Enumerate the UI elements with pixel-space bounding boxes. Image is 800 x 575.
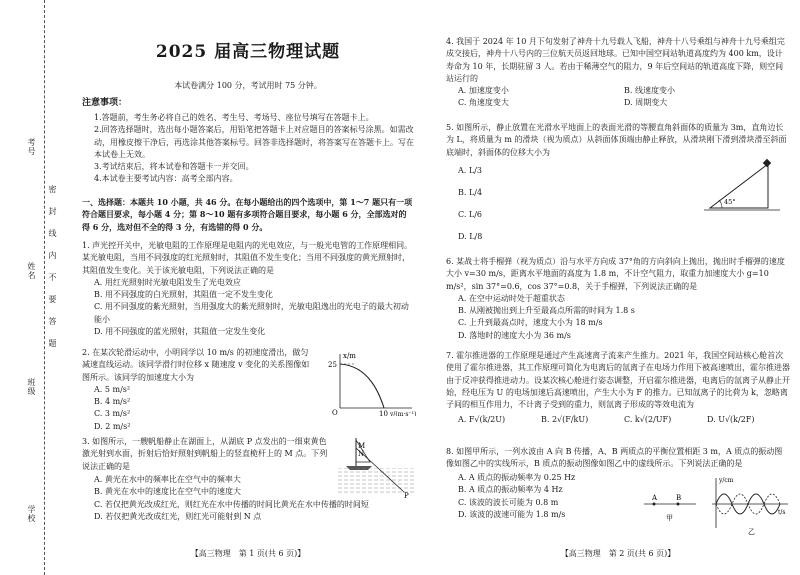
question-3: [82, 436, 332, 473]
figure-yi: 乙: [748, 528, 755, 536]
graph-xtick: 10: [379, 410, 388, 416]
option: B. L/4: [458, 188, 483, 197]
question-stem: 5. 如图所示，静止放置在光滑水平地面上的表面光滑的等腰直角斜面体的质量为 3m，直角边长为 L，将质量为 m 的滑块（视为质点）从斜面体顶端由静止释放，从滑块刚下滑到滑块滑至斜面底端时，斜面体的位移大小为: [446, 123, 787, 157]
notice-item: 3.考试结束后，将本试卷和答题卡一并交回。: [94, 162, 254, 172]
question-stem: 8. 如图甲所示，一列水波由 A 向 B 传播，A、B 两质点的平衡位置相距 3 m，A 质点的振动图像如图乙中的实线所示，B 质点的振动图像如图乙中的虚线所示。下列说法正确的是: [446, 447, 783, 469]
graph-origin: O: [332, 409, 338, 416]
exam-info: 本试卷满分 100 分，考试用时 75 分钟。: [174, 81, 322, 90]
options-row: [446, 414, 790, 426]
graph-xlabel: v/(m·s⁻¹): [390, 411, 416, 416]
sailboat-figure: [338, 434, 416, 498]
option: B. 黄光在水中的速度比在空气中的速度大: [94, 487, 241, 497]
option: C. 该波的波长可能为 0.8 m: [458, 497, 559, 507]
incline-figure: [704, 158, 780, 214]
exam-no-label: 考号: [27, 138, 36, 156]
option: C. 3 m/s²: [94, 409, 131, 419]
point-m: M: [358, 442, 366, 450]
option: D. U√(k/2F): [707, 415, 755, 425]
option: A. 黄光在水中的频率比在空气中的频率大: [94, 475, 241, 484]
notice-heading: 注意事项：: [82, 98, 128, 108]
option: C. k√(2/UF): [624, 415, 672, 425]
option: D. 该波的波速可能为 1.8 m/s: [458, 509, 566, 519]
question-1: [82, 240, 414, 338]
wave-figures: [640, 474, 790, 536]
exam-title: 2025 届高三物理试题: [155, 42, 341, 62]
question-6: [446, 256, 790, 342]
school-label: 学校: [27, 505, 36, 523]
option: A. 在空中运动时处于超重状态: [458, 293, 565, 303]
option: B. 从刚被抛出到上升至最高点所需的时间为 1.8 s: [458, 306, 635, 316]
option: D. 落地时的速度大小为 36 m/s: [458, 330, 571, 340]
notice-item: 2.回答选择题时，选出每小题答案后，用铅笔把答题卡上对应题目的答案标号涂黑。如需改动，用橡皮擦干净后，再选涂其他答案标号。回答非选择题时，将答案写在答题卡上。写在本试卷上无效。: [94, 125, 414, 159]
question-5-options: [446, 160, 566, 248]
point-p: P: [404, 492, 409, 498]
figure-jia: 甲: [666, 514, 673, 522]
option: A. L/3: [458, 166, 482, 175]
option: A. A 质点的振动频率为 0.25 Hz: [458, 473, 576, 482]
option: B. A 质点的振动频率为 4 Hz: [458, 485, 563, 495]
options-grid: [446, 85, 790, 110]
option: C. 用不同强度的紫光照射，当用强度大的紫光照射时，光敏电阻逸出的光电子的最大初动能小: [94, 302, 409, 324]
option: A. 5 m/s²: [94, 384, 131, 394]
option: D. 用不同强度的蓝光照射，其阻值一定发生变化: [94, 327, 266, 337]
angle-label: 45°: [724, 198, 736, 206]
page-footer: 【高三物理 第 2 页(共 6 页)】: [560, 549, 676, 558]
option: B. 线速度变小: [624, 86, 675, 96]
question-4: [446, 36, 790, 110]
option: A. F√(k/2U): [458, 415, 506, 425]
option: C. 若仅把黄光改成红光，则红光在水中传播的时间比黄光在水中传播的时间短: [94, 499, 369, 509]
option: D. 周期变大: [624, 98, 668, 108]
option: C. 角速度变大: [458, 98, 509, 108]
notices: [82, 112, 414, 186]
graph-ylabel: y/cm: [719, 477, 734, 484]
option: B. 用不同强度的白光照射，其阻值一定不发生变化: [94, 290, 273, 300]
question-8: [446, 446, 790, 471]
binding-margin: [0, 0, 60, 575]
option: C. L/6: [458, 210, 483, 219]
point-n: N: [358, 450, 365, 458]
question-2: [82, 347, 314, 433]
option: B. 2√(F/kU): [541, 415, 589, 425]
name-label: 姓名: [27, 262, 36, 280]
option: A. 加速度变小: [458, 86, 509, 96]
question-stem: 3. 如图所示，一艘帆船静止在湖面上，从湖底 P 点发出的一细束黄色激光射到水面，折射后恰好照射到帆船上的竖直桅杆上的 M 点。下列说法正确的是: [82, 437, 328, 471]
page-footer: 【高三物理 第 1 页(共 6 页)】: [190, 549, 306, 558]
graph-xlabel: t/s: [778, 509, 786, 516]
question-stem: 4. 我国于 2024 年 10 月下旬发射了神舟十九号载人飞船，神舟十八号乘组与神舟十九号乘组完成交接后，神舟十八号内的三位航天员返回地球。已知中国空间站轨道高度约为 400 km，设计寿命为 10 年，长期驻留 3 人。若由于稀薄空气的阻力，9 年后空间站的轨道高度下降，则空间站运行的: [446, 37, 785, 83]
graph-ytick: 25: [328, 361, 337, 369]
question-8-options: [446, 472, 636, 521]
option: A. 用红光照射时光敏电阻发生了光电效应: [94, 277, 241, 287]
class-label: 班级: [27, 378, 36, 396]
page-2: [446, 0, 790, 575]
question-5: [446, 122, 790, 159]
option: D. 2 m/s²: [94, 421, 131, 431]
notice-item: 4.本试卷主要考试内容：高考全部内容。: [94, 174, 238, 184]
question-stem: 6. 某战士将手榴弹（视为质点）沿与水平方向成 37°角的方向斜向上抛出，抛出时手榴弹的速度大小 v=30 m/s，距离水平地面的高度为 1.8 m，不计空气阻力，取重力加速度大小 g=10 m/s²，sin 37°=0.6，cos 37°=0.8，关于手榴弹，下列说法正确的是: [446, 257, 785, 291]
x-v-graph: [326, 348, 416, 416]
option: D. 若仅把黄光改成红光，则红光可能射到 N 点: [94, 511, 262, 521]
point-b: B: [676, 494, 682, 502]
graph-ylabel: x/m: [343, 352, 356, 360]
option: C. 上升到最高点时，速度大小为 18 m/s: [458, 318, 603, 328]
notice-item: 1.答题前，考生务必将自己的姓名、考生号、考场号、座位号填写在答题卡上。: [94, 113, 374, 122]
question-stem: 7. 霍尔推进器的工作原理是通过产生高速离子流来产生推力。2021 年，我国空间站核心舱首次使用了霍尔推进器，其工作原理可简化为电离后的氙离子在电场力作用下被高速喷出，霍尔推进器由于反冲获得推进动力。设某次核心舱进行姿态调整，开启霍尔推进器，电离后的氙离子从静止开始，经电压为 U 的电场加速后高速喷出，产生大小为 F 的推力。已知氙离子的比荷为 k，忽略离子间的相互作用力，不计离子受到的重力，则氙离子形成的等效电流为: [446, 351, 790, 410]
section-heading: 一、选择题：本题共 10 小题，共 46 分。在每小题给出的四个选项中，第 1～7 题只有一项符合题目要求，每小题 4 分；第 8～10 题有多项符合题目要求，每小题 6 分，全部选对的得 6 分，选对但不全的得 3 分，有选错的得 0 分。: [82, 197, 413, 232]
seal-dashed-line: [44, 0, 45, 575]
point-a: A: [652, 494, 658, 502]
page-1: [82, 0, 414, 575]
seal-warning-text: 密封线内不要答题: [48, 185, 57, 361]
question-stem: 2. 在某次轮滑运动中，小明同学以 10 m/s 的初速度滑出，做匀减速直线运动。该同学滑行时位移 x 随速度 v 变化的关系图像如图所示。该同学的加速度大小为: [82, 348, 310, 382]
option: B. 4 m/s²: [94, 397, 131, 407]
option: D. L/8: [458, 232, 483, 241]
question-7: [446, 350, 790, 427]
question-stem: 1. 声光控开关中，光敏电阻的工作原理是电阻内的光电效应，与一般光电管的工作原理相同。某光敏电阻，当用不同强度的红光照射时，其阻值不发生变化；当用不同强度的黄光照射时，其阻值发生变化。关于该光敏电阻，下列说法正确的是: [82, 241, 413, 275]
